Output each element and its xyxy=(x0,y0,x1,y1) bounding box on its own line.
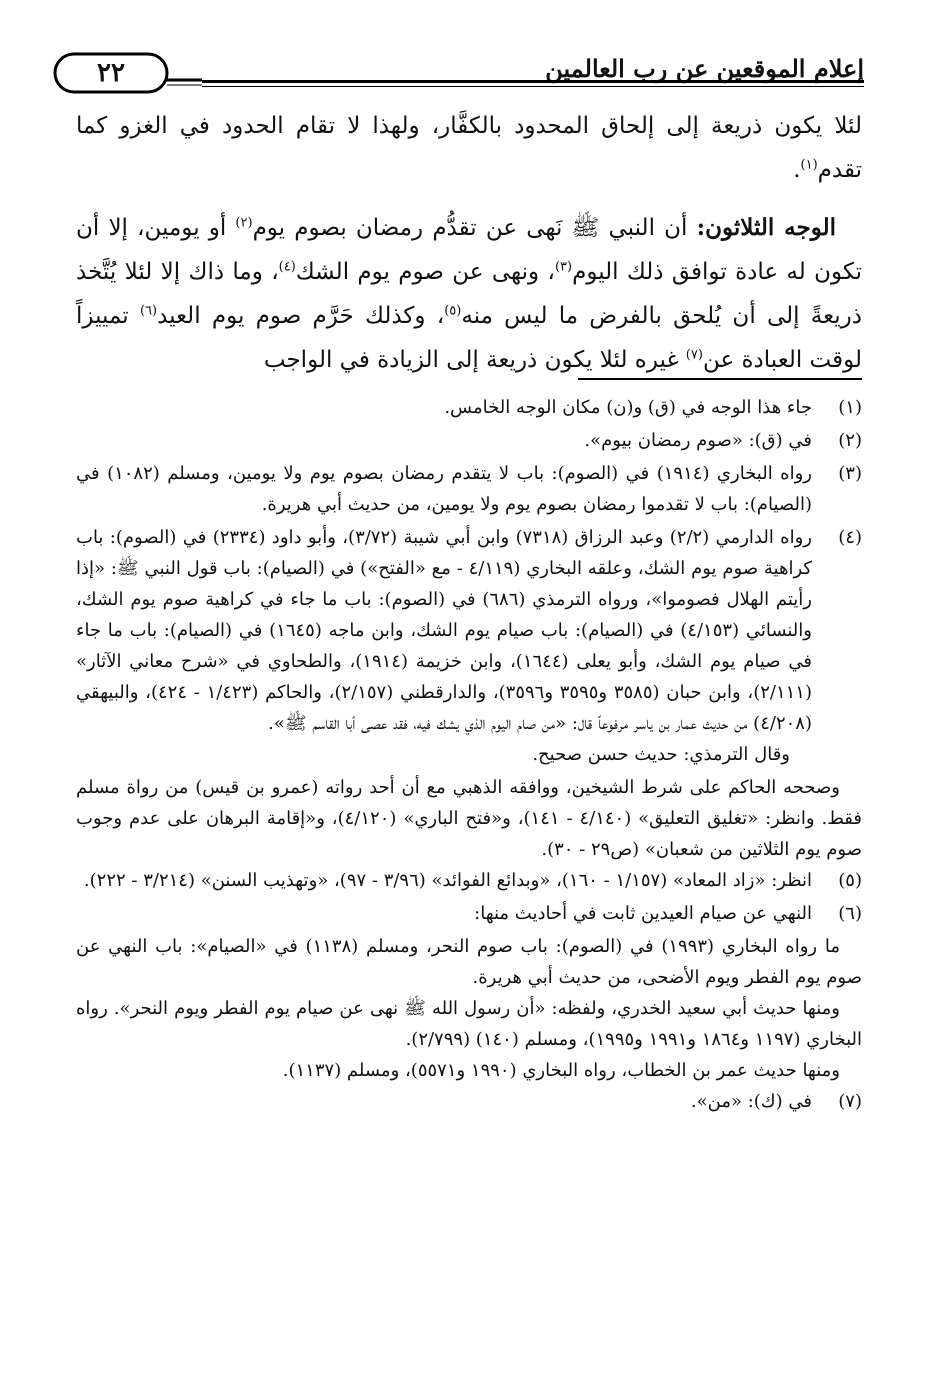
footnotes xyxy=(76,392,862,1119)
paragraph-thirtieth-aspect xyxy=(76,206,862,382)
footnote-ref[interactable]: (٣) xyxy=(554,259,573,275)
footnote-item xyxy=(76,865,862,896)
footnote-item xyxy=(76,425,862,456)
footnote-number: (١) xyxy=(838,397,862,418)
footnote-item xyxy=(76,1086,862,1117)
footnote-ref[interactable]: (٧) xyxy=(685,347,703,363)
running-header xyxy=(52,44,864,104)
footnote-item xyxy=(76,458,862,520)
footnote-continuation: وصححه الحاكم على شرط الشيخين، ووافقه الذهبي مع أن أحد رواته (عمرو بن قيس) من رواة مسلم فقط. وانظر: «تغليق التعليق» (٤/١٤٠ - ١٤١)، و«فتح الباري» (٤/١٢٠)، و«إقامة البرهان على عدم وجوب صوم يوم الثلاثين من شعبان» (ص٢٩ - ٣٠). xyxy=(76,777,863,860)
footnote-item xyxy=(76,898,862,929)
footnote-number: (٤) xyxy=(838,527,862,548)
footnote-text: انظر: «زاد المعاد» (١/١٥٧ - ١٦٠)، «وبدائع الفوائد» (٣/٩٦ - ٩٧)، «وتهذيب السنن» (٣/٢١٤ - ٢٢٢). xyxy=(83,870,812,891)
main-text xyxy=(76,104,862,382)
footnote-divider xyxy=(578,378,862,380)
footnote-continuation: ما رواه البخاري (١٩٩٣) في (الصوم): باب صوم النحر، ومسلم (١١٣٨) في «الصيام»: باب النهي عن صوم يوم الفطر ويوم الأضحى، من حديث أبي هريرة. xyxy=(76,936,862,988)
text-run: ، ونهى عن صوم يوم الشك xyxy=(295,259,555,285)
footnote-text-main: رواه الدارمي (٢/٢) وعبد الرزاق (٧٣١٨) وابن أبي شيبة (٣/٧٢)، وأبو داود (٢٣٣٤) في (الصوم): باب كراهية صوم يوم الشك، وعلقه البخاري (٤/١١٩ - مع «الفتح») في (الصيام): باب قول النبي ﷺ: «إذا رأيتم الهلال فصوموا»، ورواه الترمذي (٦٨٦) في (الصوم): باب ما جاء في كراهية صوم يوم الشك، والنسائي (٤/١٥٣) في (الصيام): باب صيام يوم الشك، وابن ماجه (١٦٤٥) في (الصيام): باب ما جاء في صيام يوم الشك، وأبو يعلى (١٦٤٤)، وابن خزيمة (١٩١٤)، والطحاوي في «شرح معاني الآثار» (٢/١١١)، وابن حبان (٣٥٨٥ و٣٥٩٥ و٣٥٩٦)، والدارقطني (٢/١٥٧)، والحاكم (١/٤٢٣ - ٤٢٤)، والبيهقي (٤/٢٠٨) من حديث عمار بن ياسر مرفوعاً قال: «من صام اليوم الذي يشك فيه، فقد عصى أبا القاسم ﷺ». xyxy=(76,527,812,734)
footnote-text xyxy=(76,522,812,770)
footnote-ref[interactable]: (٢) xyxy=(235,215,253,231)
footnote-number: (٣) xyxy=(838,463,862,484)
text-run: غيره لئلا يكون ذريعة إلى الزيادة في الواجب xyxy=(263,347,686,373)
footnote-item xyxy=(76,522,862,770)
footnote-number: (٧) xyxy=(838,1091,862,1112)
footnote-text: النهي عن صيام العيدين ثابت في أحاديث منها: xyxy=(474,903,812,924)
text-run: ، وكذلك حَرَّم صوم يوم العيد xyxy=(157,303,445,329)
text-run: ، وما ذاك إلا لئلا يُتَّخذ ذريعةً إلى أن يُلحق بالفرض ما ليس منه xyxy=(76,259,862,329)
footnote-ref[interactable]: (٦) xyxy=(139,303,158,319)
footnote-ref[interactable]: (٤) xyxy=(278,259,296,275)
footnote-continuation: وقال الترمذي: حديث حسن صحيح. xyxy=(532,744,790,765)
footnote-text: جاء هذا الوجه في (ق) و(ن) مكان الوجه الخامس. xyxy=(444,397,812,418)
section-lead: الوجه الثلاثون: xyxy=(696,214,836,241)
footnote-continuation: ومنها حديث عمر بن الخطاب، رواه البخاري (١٩٩٠ و٥٥٧١)، ومسلم (١١٣٧). xyxy=(282,1060,840,1081)
footnote-number: (٥) xyxy=(838,870,862,891)
page-number: ٢٢ xyxy=(97,58,125,88)
paragraph-continuation xyxy=(76,104,862,192)
footnote-continuation: ومنها حديث أبي سعيد الخدري، ولفظه: «أن رسول الله ﷺ نهى عن صيام يوم الفطر ويوم النحر». رواه البخاري (١١٩٧ و١٨٦٤ و١٩٩١ و١٩٩٥)، ومسلم (١٤٠) (٢/٧٩٩). xyxy=(76,998,862,1050)
page-number-badge xyxy=(52,50,202,96)
text-run: أن النبي ﷺ نَهى عن تقدُّم رمضان بصوم يوم xyxy=(252,215,697,241)
footnote-item xyxy=(76,392,862,423)
footnote-number: (٢) xyxy=(838,430,862,451)
footnote-number: (٦) xyxy=(838,903,862,924)
footnote-text: رواه البخاري (١٩١٤) في (الصوم): باب لا يتقدم رمضان بصوم يوم ولا يومين، ومسلم (١٠٨٢) في (الصيام): باب لا تقدموا رمضان بصوم يوم ولا يومين، من حديث أبي هريرة. xyxy=(76,463,812,515)
footnote-ref[interactable]: (١) xyxy=(800,157,818,173)
footnote-text: في (ق): «صوم رمضان بيوم». xyxy=(584,430,812,451)
text-run: أو يومين، إلا أن تكون له عادة توافق ذلك اليوم xyxy=(76,215,862,285)
text-run: . xyxy=(793,157,801,183)
footnote-ref[interactable]: (٥) xyxy=(444,303,462,319)
text-run: تمييزاً لوقت العبادة عن xyxy=(76,303,862,373)
book-title: إعلام الموقعين عن رب العالمين xyxy=(545,54,864,83)
text-run: لئلا يكون ذريعة إلى إلحاق المحدود بالكفَّار، ولهذا لا تقام الحدود في الغزو كما تقدم xyxy=(76,113,862,183)
footnote-text: في (ك): «من». xyxy=(690,1091,812,1112)
header-rule xyxy=(202,80,864,87)
